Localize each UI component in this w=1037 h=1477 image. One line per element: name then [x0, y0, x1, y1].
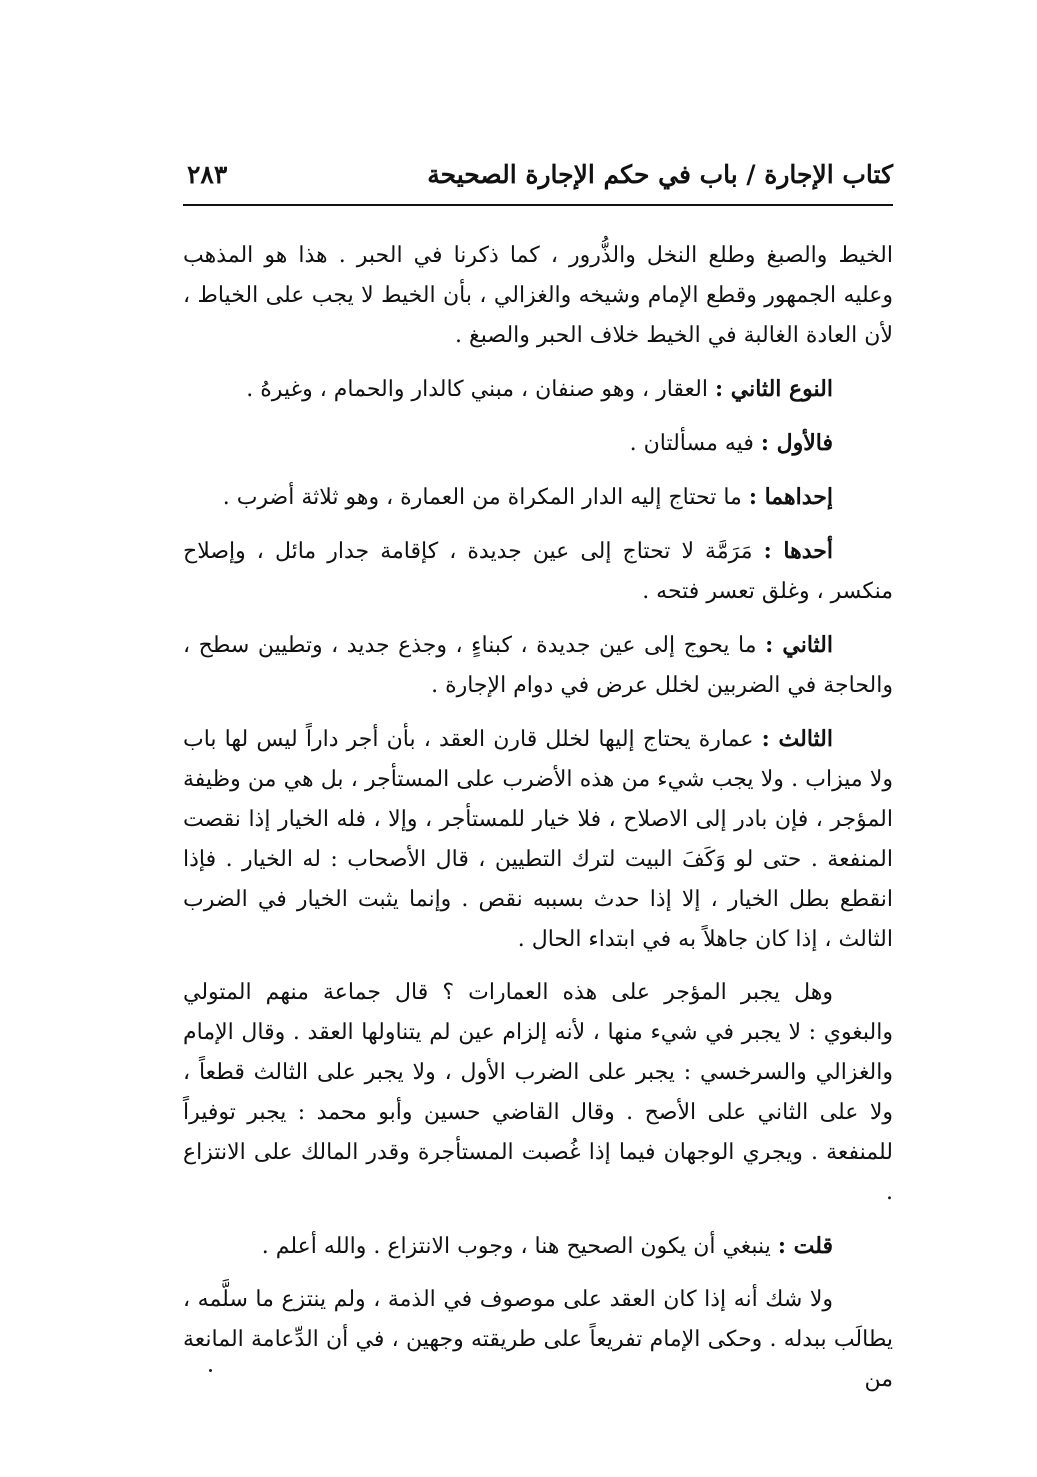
body-text [183, 236, 893, 1413]
paragraph-second-type [183, 369, 893, 410]
paragraph-kind-two [183, 625, 893, 706]
paragraph-label: قلت : [777, 1233, 833, 1259]
running-header [183, 156, 893, 206]
paragraph-label: إحداهما : [748, 484, 833, 510]
paragraph-text: مَرَمَّة لا تحتاج إلى عين جديدة ، كإقامة جدار مائل ، وإصلاح منكسر ، وغلق تعسر فتحه . [183, 539, 893, 604]
paragraph-label: الثالث : [761, 726, 833, 752]
paragraph-label: النوع الثاني : [714, 376, 833, 402]
header-rule [183, 204, 893, 206]
paragraph-label: الثاني : [765, 632, 833, 658]
page-number: ٢٨٣ [187, 160, 228, 189]
paragraph-kind-one [183, 531, 893, 612]
paragraph-author-note [183, 1226, 893, 1267]
paragraph-final [183, 1280, 893, 1400]
paragraph-text: ينبغي أن يكون الصحيح هنا ، وجوب الانتزاع . والله أعلم . [261, 1234, 778, 1259]
paragraph-continuation [183, 236, 893, 356]
paragraph-text: ما يحوج إلى عين جديدة ، كبناءٍ ، وجذع جديد ، وتطيين سطح ، والحاجة في الضربين لخلل عرض في دوام الإجارة . [183, 633, 893, 698]
paragraph-text: العقار ، وهو صنفان ، مبني كالدار والحمام ، وغيرهُ . [246, 377, 715, 402]
header-title: كتاب الإجارة / باب في حكم الإجارة الصحيحة [427, 160, 893, 189]
paragraph-text: الخيط والصبغ وطلع النخل والذُّرور ، كما ذكرنا في الحبر . هذا هو المذهب وعليه الجمهور وقطع الإمام وشيخه والغزالي ، بأن الخيط لا يجب على الخياط ، لأن العادة الغالبة في الخيط خلاف الحبر والصبغ . [183, 243, 893, 348]
paragraph-text: ما تحتاج إليه الدار المكراة من العمارة ، وهو ثلاثة أضرب . [222, 485, 749, 510]
paragraph-text: فيه مسألتان . [629, 431, 761, 456]
paragraph-issue-one [183, 477, 893, 518]
paragraph-text: ولا شك أنه إذا كان العقد على موصوف في الذمة ، ولم ينتزع ما سلَّمه ، يطالَب ببدله . وحكى الإمام تفريعاً على طريقته وجهين ، في أن الدِّعامة المانعة من [183, 1287, 893, 1392]
paragraph-text: وهل يجبر المؤجر على هذه العمارات ؟ قال جماعة منهم المتولي والبغوي : لا يجبر في شيء منها ، لأنه إلزام عين لم يتناولها العقد . وقال الإمام والغزالي والسرخسي : يجبر على الضرب الأول ، ولا يجبر على الثالث قطعاً ، ولا على الثاني على الأصح . وقال القاضي حسين وأبو محمد : يجبر توفيراً للمنفعة . ويجري الوجهان فيما إذا غُصبت المستأجرة وقدر المالك على الانتزاع . [183, 980, 893, 1205]
ink-speck [209, 1369, 212, 1372]
paragraph-compulsion [183, 973, 893, 1213]
paragraph-text: عمارة يحتاج إليها لخلل قارن العقد ، بأن أجر داراً ليس لها باب ولا ميزاب . ولا يجب شيء من هذه الأضرب على المستأجر ، بل هي من وظيفة المؤجر ، فإن بادر إلى الاصلاح ، فلا خيار للمستأجر ، وإلا ، فله الخيار إذا نقصت المنفعة . حتى لو وَكَفَ البيت لترك التطيين ، قال الأصحاب : له الخيار . فإذا انقطع بطل الخيار ، إلا إذا حدث بسببه نقص . وإنما يثبت الخيار في الضرب الثالث ، إذا كان جاهلاً به في ابتداء الحال . [183, 727, 893, 952]
paragraph-label: أحدها : [763, 538, 833, 564]
paragraph-kind-three [183, 719, 893, 960]
paragraph-first [183, 423, 893, 464]
paragraph-label: فالأول : [760, 430, 833, 456]
